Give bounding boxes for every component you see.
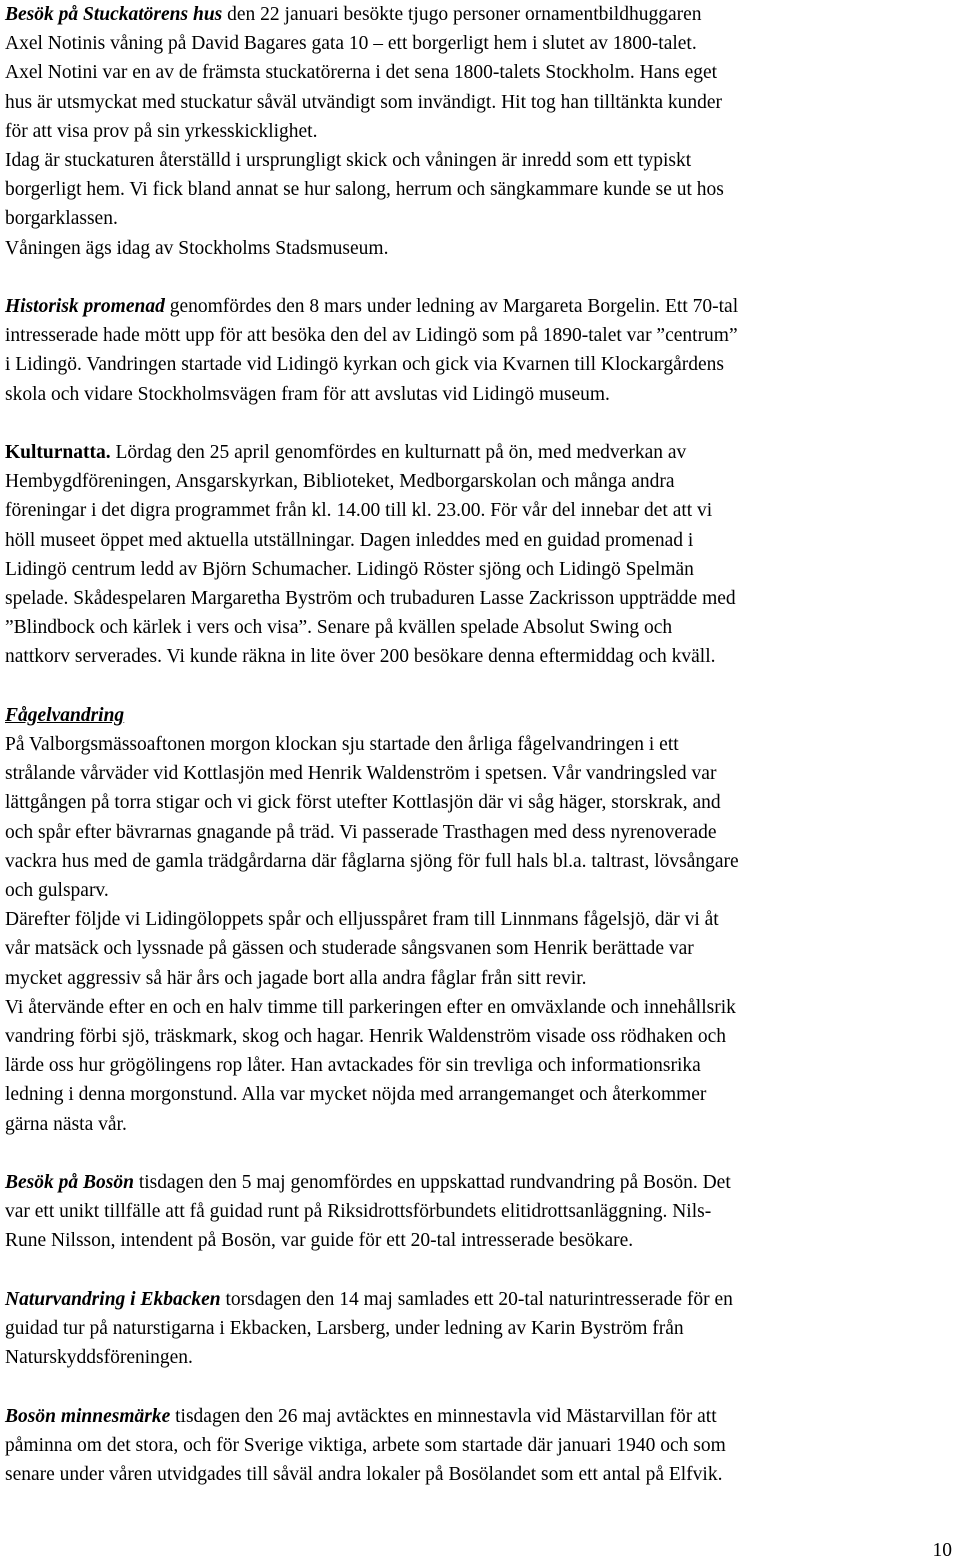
section-heading: Naturvandring i Ekbacken [5,1288,221,1310]
paragraph-line: hus är utsmyckat med stuckatur såväl utvändigt som invändigt. Hit tog han tilltänkta kunder [5,91,723,113]
section-stuckatorens-hus [5,0,955,263]
paragraph-line: strålande vårväder vid Kottlasjön med Henrik Waldenström i spetsen. Vår vandringsled var [5,763,717,785]
spacer [5,1256,955,1285]
section-heading: Kulturnatta. [5,442,111,464]
paragraph-line: mycket aggressiv så här års och jagade bort alla andra fåglar från sitt revir. [5,967,587,989]
section-heading: Bosön minnesmärke [5,1405,171,1427]
section-boson-minnesmarke [5,1402,955,1490]
paragraph-line [5,1168,955,1197]
paragraph-line: föreningar i det digra programmet från kl. 14.00 till kl. 23.00. För vår del innebar det att vi [5,500,713,522]
section-fagelvandring [5,701,955,1139]
paragraph-line: i Lidingö. Vandringen startade vid Lidingö kyrkan och gick via Kvarnen till Klockargårdens [5,354,724,376]
section-historisk-promenad [5,292,955,409]
paragraph-line: Lidingö centrum ledd av Björn Schumacher. Lidingö Röster sjöng och Lidingö Spelmän [5,558,694,580]
paragraph-text: tisdagen den 26 maj avtäcktes en minnestavla vid Mästarvillan för att [170,1405,717,1427]
paragraph-line [5,292,955,321]
paragraph-line [5,1285,955,1314]
paragraph-line: Naturskyddsföreningen. [5,1347,193,1369]
paragraph-line: Hembygdföreningen, Ansgarskyrkan, Biblioteket, Medborgarskolan och många andra [5,471,675,493]
paragraph-text: den 22 januari besökte tjugo personer ornamentbildhuggaren [222,4,702,25]
paragraph-line [5,438,955,467]
paragraph-line: vackra hus med de gamla trädgårdarna där fåglarna sjöng för full hals bl.a. taltrast, lövsångare [5,850,739,872]
section-kulturnatta [5,438,955,672]
paragraph-line: gärna nästa vår. [5,1113,127,1135]
section-heading: Historisk promenad [5,296,165,318]
paragraph-line: senare under våren utvidgades till såväl andra lokaler på Bosölandet som ett antal på Elfvik. [5,1464,723,1486]
paragraph-line: lättgången på torra stigar och vi gick först utefter Kottlasjön där vi såg häger, storskrak, and [5,792,721,814]
paragraph-line [5,0,955,29]
section-heading: Fågelvandring [5,704,125,726]
paragraph-line: spelade. Skådespelaren Margaretha Byström och trubaduren Lasse Zackrisson uppträdde med [5,588,736,610]
spacer [5,672,955,701]
section-naturvandring-ekbacken [5,1285,955,1373]
paragraph-line [5,1402,955,1431]
paragraph-line [5,701,955,730]
paragraph-line: Våningen ägs idag av Stockholms Stadsmuseum. [5,237,389,259]
paragraph-line: skola och vidare Stockholmsvägen fram för att avslutas vid Lidingö museum. [5,383,610,405]
paragraph-text: Lördag den 25 april genomfördes en kulturnatt på ön, med medverkan av [110,442,687,464]
paragraph-line: På Valborgsmässoaftonen morgon klockan sju startade den årliga fågelvandringen i ett [5,734,679,756]
paragraph-text: genomfördes den 8 mars under ledning av Margareta Borgelin. Ett 70-tal [164,296,739,318]
paragraph-line: nattkorv serverades. Vi kunde räkna in lite över 200 besökare denna eftermiddag och kväll. [5,646,716,668]
paragraph-line: för att visa prov på sin yrkesskicklighet. [5,120,318,142]
paragraph-line: borgerligt hem. Vi fick bland annat se hur salong, herrum och sängkammare kunde se ut hos [5,179,724,201]
page-number: 10 [932,1540,952,1561]
spacer [5,1372,955,1401]
paragraph-line: och gulsparv. [5,880,109,902]
paragraph-line: lärde oss hur grögölingens rop låter. Han avtackades för sin trevliga och informationsrika [5,1055,701,1077]
paragraph-line: var ett unikt tillfälle att få guidad runt på Riksidrottsförbundets elitidrottsanläggning. Nils- [5,1201,712,1223]
section-besok-boson [5,1168,955,1256]
section-heading: Besök på Stuckatörens hus [5,4,223,25]
paragraph-line: Idag är stuckaturen återställd i ursprungligt skick och våningen är inredd som ett typiskt [5,150,692,172]
document-page [5,0,955,1489]
paragraph-line: borgarklassen. [5,208,118,230]
paragraph-line: intresserade hade mött upp för att besöka den del av Lidingö som på 1890-talet var ”centrum” [5,325,738,347]
paragraph-line: vandring förbi sjö, träskmark, skog och hagar. Henrik Waldenström visade oss rödhaken och [5,1026,727,1048]
paragraph-text: tisdagen den 5 maj genomfördes en uppskattad rundvandring på Bosön. Det [133,1172,731,1194]
paragraph-line: och spår efter bävrarnas gnagande på träd. Vi passerade Trasthagen med dess nyrenoverade [5,821,717,843]
paragraph-line: Rune Nilsson, intendent på Bosön, var guide för ett 20-tal intresserade besökare. [5,1230,634,1252]
spacer [5,1139,955,1168]
paragraph-line: ”Blindbock och kärlek i vers och visa”. Senare på kvällen spelade Absolut Swing och [5,617,673,639]
paragraph-line: Axel Notini var en av de främsta stuckatörerna i det sena 1800-talets Stockholm. Hans eget [5,62,718,84]
paragraph-line: vår matsäck och lyssnade på gässen och studerade sångsvanen som Henrik berättade var [5,938,694,960]
paragraph-line: guidad tur på naturstigarna i Ekbacken, Larsberg, under ledning av Karin Byström från [5,1318,684,1340]
spacer [5,409,955,438]
paragraph-text: torsdagen den 14 maj samlades ett 20-tal naturintresserade för en [220,1288,733,1310]
paragraph-line: höll museet öppet med aktuella utställningar. Dagen inleddes med en guidad promenad i [5,529,694,551]
paragraph-line: Därefter följde vi Lidingöloppets spår och elljusspåret fram till Linnmans fågelsjö, där vi åt [5,909,719,931]
spacer [5,263,955,292]
paragraph-line: Axel Notinis våning på David Bagares gata 10 – ett borgerligt hem i slutet av 1800-talet. [5,33,697,55]
paragraph-line: påminna om det stora, och för Sverige viktiga, arbete som startade där januari 1940 och som [5,1434,726,1456]
section-heading: Besök på Bosön [5,1172,134,1194]
paragraph-line: ledning i denna morgonstund. Alla var mycket nöjda med arrangemanget och återkommer [5,1084,707,1106]
paragraph-line: Vi återvände efter en och en halv timme till parkeringen efter en omväxlande och innehållsrik [5,996,736,1018]
